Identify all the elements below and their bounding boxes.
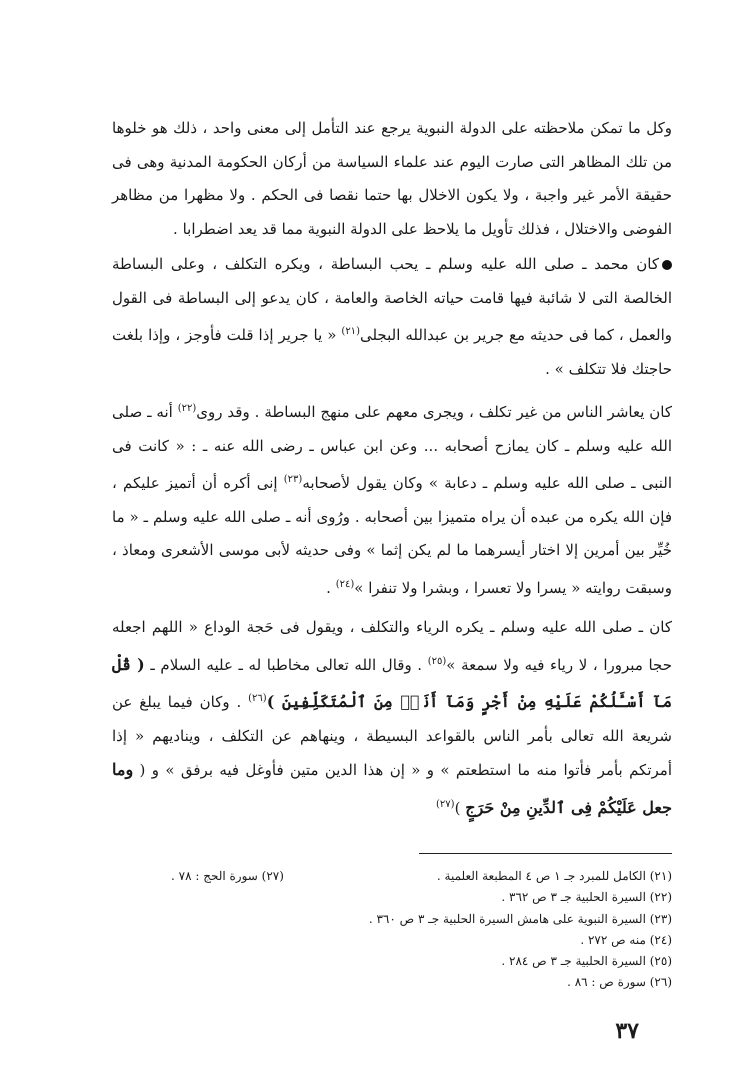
paragraph-2 [112, 248, 672, 386]
paragraph-2-text-a: كان محمد ـ صلى الله عليه وسلم ـ يحب البساطة ، ويكره التكلف ، وعلى البساطة الخالصة التى لا شائبة فيها قامت حياته الخاصة والعامة ، كان يدعو إلى البساطة فى القول والعمل ، كما فى حديثه مع جرير بن عبدالله البجلى [112, 255, 672, 344]
footnote-23: (٢٣) السيرة النبوية على هامش السيرة الحلبية جـ ٣ ص ٣٦٠ . [368, 911, 672, 926]
footnote-25: (٢٥) السيرة الحلبية جـ ٣ ص ٢٨٤ . [501, 954, 672, 969]
footnotes-list [368, 866, 672, 994]
paragraph-3 [112, 392, 672, 605]
paragraph-2-text-b: « يا جرير إذا قلت فأوجز ، وإذا بلغت حاجتك فلا تتكلف » . [112, 326, 672, 378]
footnote-ref-23: (٢٣) [283, 474, 303, 485]
footnote-ref-21: (٢١) [341, 326, 360, 337]
main-text [112, 112, 672, 825]
footnote-ref-22: (٢٢) [177, 403, 197, 414]
quran-verse-2: وما جعل عَلَيْكُمْ فِى ٱلدِّينِ مِنْ حَرَجٍ [112, 760, 672, 817]
paragraph-3-text-a: كان يعاشر الناس من غير تكلف ، ويجرى معهم على منهج البساطة . وقد روى [196, 403, 673, 421]
paragraph-4-text-d: ) [454, 798, 466, 817]
footnote-26: (٢٦) سورة ص : ٨٦ . [567, 975, 672, 990]
footnote-ref-25: (٢٥) [427, 655, 447, 667]
quran-verse-1: ( قُلْ مَآ أَسْـَٔلُكُمْ عَلَيْهِ مِنْ أَجْرٍ وَمَآ أَنَا۠ مِنَ ٱلْمُتَكَلِّفِينَ ) [112, 654, 673, 711]
paragraph-4-text-c: . وكان فيما يبلغ عن شريعة الله تعالى بأمر الناس بالقواعد البسيطة ، وينهاهم عن التكلف ، ويناديهم « إذا أمرتكم بأمر فأتوا منه ما استطعتم » و « إن هذا الدين متين فأوغل فيه برفق » و ( [112, 693, 672, 779]
paragraph-1-text: وكل ما تمكن ملاحظته على الدولة النبوية يرجع عند التأمل إلى معنى واحد ، ذلك هو خلوها من تلك المظاهر التى صارت اليوم عند علماء السياسة من أركان الحكومة المدنية وهى فى حقيقة الأمر غير واجبة ، ولا يكون الاخلال بها حتما نقصا فى الحكم . ولا مظهرا من مظاهر الفوضى والاختلال ، فذلك تأويل ما يلاحظ على الدولة النبوية مما قد يعد اضطرابا . [112, 119, 672, 238]
paragraph-4-text-b: . وقال الله تعالى مخاطبا له ـ عليه السلام ـ [144, 655, 428, 674]
paragraph-3-text-d: . [326, 578, 336, 597]
footnote-ref-27: (٢٧) [436, 798, 455, 810]
paragraph-1 [112, 112, 672, 246]
footnote-divider [419, 853, 672, 854]
footnote-27: (٢٧) سورة الحج : ٧٨ . [171, 869, 284, 883]
paragraph-3-text-b: أنه ـ صلى الله عليه وسلم ـ كان يمازح أصحابه ... وعن ابن عباس ـ رضى الله عنه ـ : « كانت فى النبى ـ صلى الله عليه وسلم ـ دعابة » وكان يقول لأصحابه [112, 403, 672, 492]
footnote-ref-24: (٢٤) [335, 578, 355, 590]
footnote-21: (٢١) الكامل للمبرد جـ ١ ص ٤ المطبعة العلمية . [436, 869, 672, 883]
paragraph-3-text-c: إنى أكره أن أتميز عليكم ، فإن الله يكره من عبده أن يراه متميزا بين أصحابه . ورُوى أنه ـ صلى الله عليه وسلم ـ « ما خُيِّر بين أمرين إلا اختار أيسرهما ما لم يكن إثما » وفى حديثه لأبى موسى الأشعرى ومعاذ ، وسبقت روايته « يسرا ولا تعسرا ، وبشرا ولا تنفرا » [112, 474, 672, 597]
paragraph-4 [112, 611, 672, 825]
paragraph-4-text-a: كان ـ صلى الله عليه وسلم ـ يكره الرياء والتكلف ، ويقول فى حَجة الوداع « اللهم اجعله حجا مبرورا ، لا رياء فيه ولا سمعة » [112, 618, 673, 674]
footnote-22: (٢٢) السيرة الحلبية جـ ٣ ص ٣٦٢ . [501, 890, 672, 905]
bullet-icon [662, 260, 672, 270]
footnote-ref-26: (٢٦) [248, 693, 267, 704]
page-number: ٣٧ [615, 1018, 639, 1044]
footnote-24: (٢٤) منه ص ٢٧٢ . [580, 932, 672, 947]
